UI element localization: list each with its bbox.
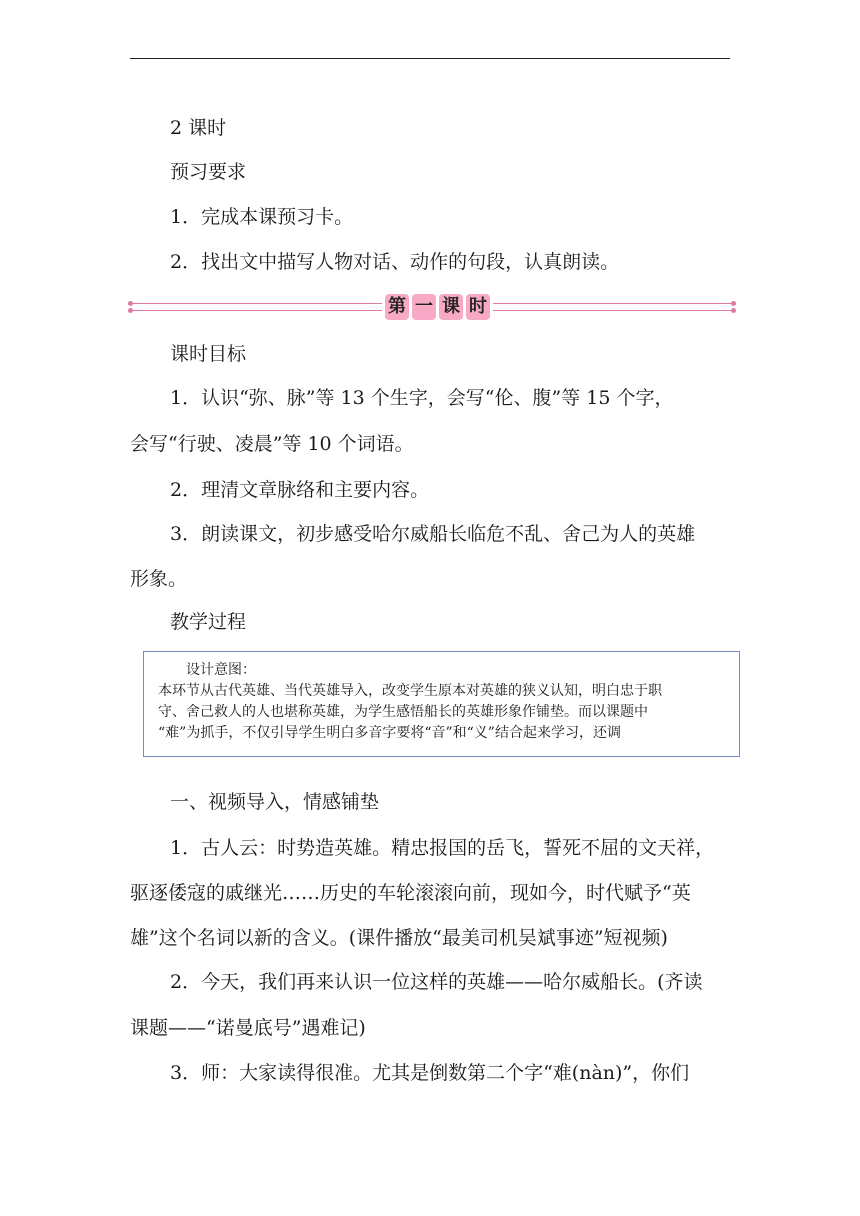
banner-char: 时 (466, 294, 490, 320)
goal-item-cont: 形象。 (130, 568, 188, 590)
lesson-duration: 2 课时 (170, 117, 227, 139)
banner-char: 一 (412, 294, 436, 320)
banner-dot (731, 301, 736, 306)
goal-item-cont: 会写“行驶、凌晨”等 10 个词语。 (130, 433, 414, 455)
preview-item: 1．完成本课预习卡。 (170, 206, 354, 228)
paragraph-line: 课题——“诺曼底号”遇难记) (130, 1017, 366, 1039)
process-heading: 教学过程 (170, 611, 247, 633)
header-rule (130, 58, 730, 59)
paragraph-line: 驱逐倭寇的戚继光……历史的车轮滚滚向前，现如今，时代赋予“英 (130, 882, 691, 904)
paragraph-line: 雄”这个名词以新的含义。(课件播放“最美司机吴斌事迹”短视频) (130, 927, 668, 949)
design-intent-line: 本环节从古代英雄、当代英雄导入，改变学生原本对英雄的狭义认知，明白忠于职 (158, 683, 662, 699)
banner-title (382, 292, 493, 322)
banner-dot (128, 301, 133, 306)
paragraph-line: 1．古人云：时势造英雄。精忠报国的岳飞，誓死不屈的文天祥， (170, 837, 715, 859)
section-banner (130, 292, 734, 322)
paragraph-line: 3．师：大家读得很准。尤其是倒数第二个字“难(nàn)”，你们 (170, 1062, 690, 1084)
banner-char: 第 (385, 294, 409, 320)
design-intent-box (143, 651, 740, 757)
goals-heading: 课时目标 (170, 343, 247, 365)
banner-char: 课 (439, 294, 463, 320)
preview-item: 2．找出文中描写人物对话、动作的句段，认真朗读。 (170, 251, 620, 273)
banner-dot (731, 308, 736, 313)
banner-dot (128, 308, 133, 313)
design-intent-line: “难”为抓手，不仅引导学生明白多音字要将“音”和“义”结合起来学习，还调 (158, 725, 621, 741)
design-intent-line: 守、舍己救人的人也堪称英雄，为学生感悟船长的英雄形象作铺垫。而以课题中 (158, 704, 648, 720)
goal-item: 2．理清文章脉络和主要内容。 (170, 479, 430, 501)
part1-heading: 一、视频导入，情感铺垫 (170, 791, 380, 813)
goal-item: 1．认识“弥、脉”等 13 个生字，会写“伦、腹”等 15 个字， (170, 387, 674, 409)
goal-item: 3．朗读课文，初步感受哈尔威船长临危不乱、舍己为人的英雄 (170, 523, 696, 545)
preview-heading: 预习要求 (170, 161, 247, 183)
design-intent-title: 设计意图： (186, 662, 256, 678)
paragraph-line: 2．今天，我们再来认识一位这样的英雄——哈尔威船长。(齐读 (170, 971, 703, 993)
